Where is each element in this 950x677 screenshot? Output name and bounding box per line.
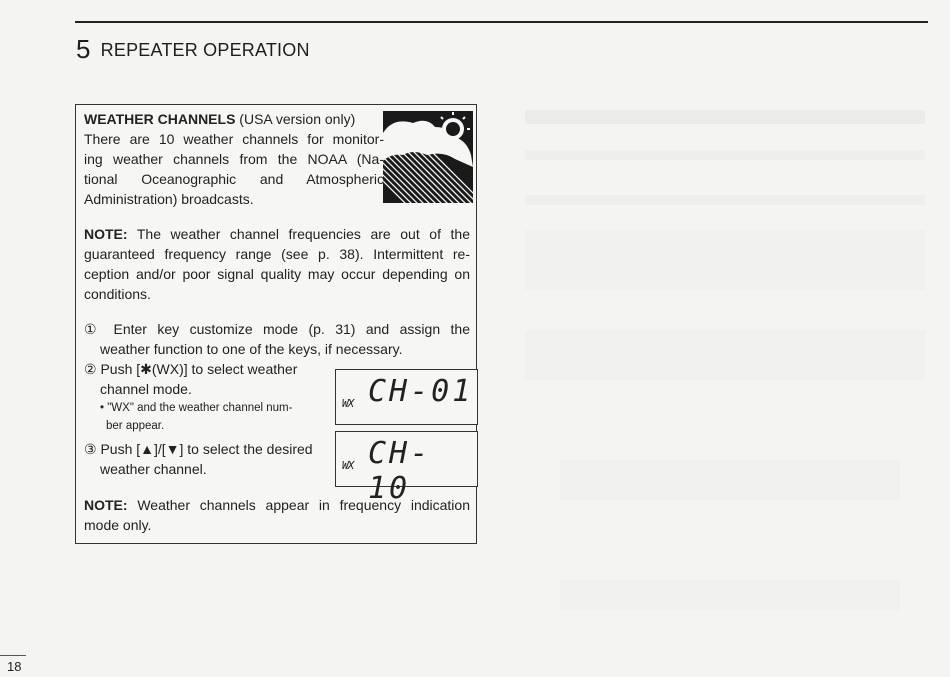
- step-line: ③ Push [▲]/[▼] to select the desired: [84, 441, 313, 457]
- section-number: 5: [76, 34, 91, 64]
- step-note-line: ber appear.: [106, 420, 165, 432]
- step-2: [84, 359, 334, 435]
- step-line: weather channel.: [100, 461, 207, 477]
- page-number-rule: [0, 655, 26, 656]
- intro-line: tional Oceanographic and Atmospheric: [84, 171, 384, 187]
- sun-cloud-rain-icon: [383, 111, 473, 203]
- section-heading: [76, 34, 310, 65]
- bleed-through-block: [525, 150, 925, 160]
- bleed-through-block: [525, 330, 925, 380]
- note-line: guaranteed frequency range (see p. 38). Intermittent re-: [84, 246, 470, 262]
- step-line: weather function to one of the keys, if necessary.: [100, 341, 403, 357]
- note-line: Weather channels appear in frequency indication: [127, 497, 470, 513]
- top-rule: [75, 21, 928, 23]
- intro-line: ing weather channels from the NOAA (Na-: [84, 151, 384, 167]
- step-line: ① Enter key customize mode (p. 31) and assign the: [84, 321, 470, 337]
- lcd-channel-text: CH-01: [368, 374, 474, 409]
- lcd-wx-indicator: WX: [342, 397, 354, 410]
- bleed-through-block: [560, 460, 900, 500]
- step-line: ② Push [✱(WX)] to select weather: [84, 361, 298, 377]
- weather-intro: [84, 109, 384, 209]
- bleed-through-block: [525, 195, 925, 205]
- note-line: mode only.: [84, 517, 152, 533]
- section-title: REPEATER OPERATION: [100, 40, 310, 60]
- lcd-wx-indicator: WX: [342, 459, 354, 472]
- note-line: ception and/or poor signal quality may occur depending on: [84, 266, 470, 282]
- lcd-display-ch10: [335, 431, 478, 506]
- bleed-through-block: [525, 110, 925, 124]
- note-line: conditions.: [84, 286, 151, 302]
- step-note-line: • "WX" and the weather channel num-: [100, 402, 293, 414]
- bleed-through-block: [560, 580, 900, 610]
- step-1: [84, 319, 470, 359]
- note-label: NOTE:: [84, 226, 128, 242]
- step-3: [84, 439, 334, 479]
- lcd-channel-text: CH- 10: [368, 436, 432, 506]
- note-frequency-indication: [84, 495, 470, 535]
- page-number: 18: [7, 659, 22, 674]
- intro-line: Administration) broadcasts.: [84, 191, 254, 207]
- lcd-display-ch01: [335, 369, 478, 425]
- weather-title-suffix: (USA version only): [239, 111, 356, 127]
- bleed-through-block: [525, 230, 925, 290]
- weather-title: WEATHER CHANNELS: [84, 111, 236, 127]
- intro-line: There are 10 weather channels for monitor-: [84, 131, 384, 147]
- note-frequency-range: [84, 224, 470, 304]
- weather-channels-box: [75, 104, 477, 544]
- note-line: The weather channel frequencies are out of the: [127, 226, 470, 242]
- step-line: channel mode.: [100, 381, 192, 397]
- note-label: NOTE:: [84, 497, 128, 513]
